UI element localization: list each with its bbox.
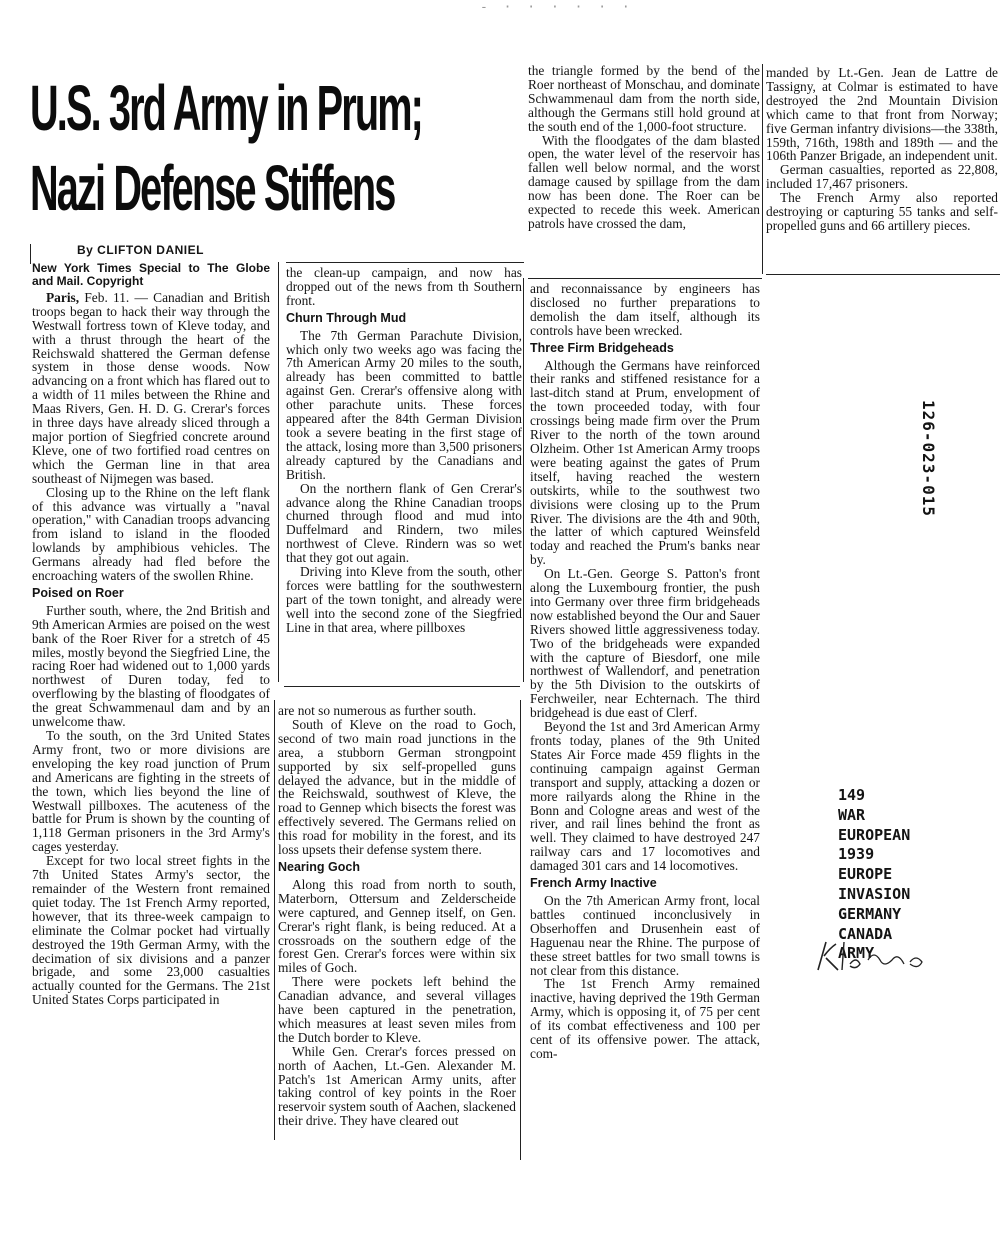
paragraph: To the south, on the 3rd United States Army front, two or more divisions are enveloping the key road junction of Prum and Americans are fighting in the streets of the town, which lies beyond the line of Westwall pillboxes. The acuteness of the battle for Prum is shown by the counting of 1,118 German prisoners in the 3rd Army's cages yesterday. <box>32 728 270 855</box>
dateline: Paris, <box>46 289 80 305</box>
tag-line: WAR <box>838 805 866 824</box>
article-column-2-bottom <box>278 704 516 1128</box>
column-rule <box>274 700 275 1140</box>
paragraph: On the 7th American Army front, local battles continued inconclusively in Obserhoffen and Drusenhein east of Haguenau near the Rhine. The purpose of these street battles for two small towns is not clear from this distance. <box>530 892 760 978</box>
column-rule <box>30 244 31 264</box>
tag-line: ARMY <box>838 944 875 963</box>
paragraph: Driving into Kleve from the south, other forces were battling for the southwestern part of the town tonight, and already were well into the second zone of the Siegfried Line in that area, where pillboxes <box>286 564 522 635</box>
paragraph: Closing up to the Rhine on the left flank of this advance was virtually a "naval operation," with Canadian troops advancing from island to island in the flooded lowlands by amphibious vehicles. The Germans already had fled before the encroaching waters of the swollen Rhine. <box>32 484 270 584</box>
paragraph: and reconnaissance by engineers has disclosed no further preparations to demolish the dam itself, although its controls have been wrecked. <box>530 281 760 338</box>
handwritten-signature <box>812 936 942 976</box>
column-rule <box>278 262 279 682</box>
article-column-4 <box>766 66 998 233</box>
column-rule <box>523 278 524 682</box>
subheading: Poised on Roer <box>32 585 124 600</box>
top-edge-marks: - · · · · · · <box>480 0 634 15</box>
tag-line: CANADA <box>838 924 893 943</box>
paragraph: While Gen. Crerar's forces pressed on north of Aachen, Lt.-Gen. Alexander M. Patch's 1st American Army units, after taking control of key points in the Roer reservoir system south of Aachen, slackened their drive. They have cleared out <box>278 1043 516 1129</box>
tag-line: EUROPE <box>838 865 893 884</box>
paragraph: The 7th German Parachute Division, which only two weeks ago was facing the 7th American Army 20 miles to the south, already has been committed to battle against Gen. Crerar's offensive along with other parachute units. These forces appeared after the 84th German Division took a severe beating in the first stage of the attack, losing more than 3,500 prisoners already captured by the Canadians and British. <box>286 327 522 482</box>
paragraph: the triangle formed by the bend of the Roer northeast of Monschau, and dominate Schwammenaul dam from the north side, although the Germans still hold ground at the south end of the 1,000-foot structure. <box>528 63 760 134</box>
tag-line: 1939 <box>838 845 875 864</box>
paragraph: manded by Lt.-Gen. Jean de Lattre de Tassigny, at Colmar is estimated to have destroyed the 2nd Mountain Division which came to that front from Norway; five German infantry divisions—the 338th, 159th, 716th, 198th and 189th — and the 106th Panzer Brigade, an independent unit. <box>766 65 998 164</box>
paragraph: South of Kleve on the road to Goch, second of two main road junctions in the area, a stubborn German strongpoint supported by six self-propelled guns delayed the advance, but in the middle of the Reichswald, southwest of Kleve, the road to Gennep which bisects the forest was effectively severed. The Germans relied on this road for mobility in the forest, and its loss upsets their defense system there. <box>278 716 516 858</box>
paragraph: There were pockets left behind the Canadian advance, and several villages have been captured in the penetration, which measures at least seven miles from the Dutch border to Kleve. <box>278 974 516 1045</box>
subheading: Three Firm Bridgeheads <box>530 340 674 355</box>
subheading: Nearing Goch <box>278 859 360 874</box>
paragraph: The French Army also reported destroying or capturing 55 tanks and self-propelled guns and 66 artillery pieces. <box>766 190 998 233</box>
paragraph: Except for two local street fights in the 7th United States Army's sector, the remainder of the Western front remained quiet today. The 1st French Army reported, however, that its three-week campaign to eliminate the Colmar pocket had virtually destroyed the 19th German Army, with the decimation of six divisions and a panzer brigade, and some 23,000 casualties actually counted for the Germans. The 21st United States Corps participated in <box>32 853 270 1008</box>
headline-line-2: Nazi Defense Stiffens <box>30 152 395 224</box>
section-rule <box>528 278 762 279</box>
tag-line: 149 <box>838 786 866 804</box>
section-rule <box>766 274 1000 275</box>
archive-stamp: 126-023-015 <box>919 400 938 517</box>
headline-line-1: U.S. 3rd Army in Prum; <box>30 72 422 144</box>
subheading: Churn Through Mud <box>286 310 407 325</box>
paragraph: Paris, Feb. 11. — Canadian and British troops began to hack their way through the Westwall fortress town of Kleve today, and with a thrust through the heart of the Reichswald shattered the German defense system in those dense woods. Now advancing on a front which has flared out to a width of 11 miles between the Rhine and Maas Rivers, Gen. H. D. G. Crerar's forces in three days have already sliced through a major portion of Siegfried concrete around Kleve, one of two fortified road centres on which the German line in that area southeast of Nijmegen was based. <box>32 289 270 486</box>
byline: By CLIFTON DANIEL <box>77 243 204 257</box>
credit-line: New York Times Special to The Globe and Mail. Copyright <box>32 260 270 289</box>
paragraph: With the floodgates of the dam blasted open, the water level of the reservoir has fallen well below normal, and the worst damage caused by spillage from the dam now has been done. The Roer can be expected to recede this week. American patrols have crossed the dam, <box>528 132 760 231</box>
paragraph: The 1st French Army remained inactive, having deprived the 19th German Army, which is opposing it, of 75 per cent of its combat effectiveness and 100 per cent of its offensive power. The attack, com- <box>530 976 760 1061</box>
article-column-3-bottom <box>530 282 760 1061</box>
paragraph: are not so numerous as further south. <box>278 703 477 718</box>
headline <box>30 68 530 228</box>
paragraph: Although the Germans have reinforced their ranks and stiffened resistance for a last-ditch stand at Prum, envelopment of the town proceeded today, with four crossings being made firm over the Prum River to the north of the town around Olzheim. Other 1st American Army troops were beating against the gates of Prum itself, having reached the western outskirts, while to the southwest two divisions were closing up to the Prum River. The divisions are the 4th and 90th, the latter of which captured Weinsfeld today and reached the Prum's banks near by. <box>530 357 760 568</box>
tag-line: INVASION <box>838 884 911 903</box>
paragraph: Beyond the 1st and 3rd American Army fronts today, planes of the 9th United States Air Force made 459 flights in the continuing campaign against German transport and supply, attacking a dozen or more railyards along the Rhine in the Bonn and Cologne areas and west of the river, and rail lines behind the front as well. They claimed to have destroyed 247 railway cars and 17 locomotives and damaged 301 cars and 14 locomotives. <box>530 719 760 874</box>
article-column-3-top <box>528 64 760 231</box>
subheading: French Army Inactive <box>530 876 657 891</box>
section-rule <box>286 262 524 263</box>
paragraph: Further south, where, the 2nd British and 9th American Armies are poised on the west bank of the Roer River for a stretch of 45 miles, mostly beyond the Siegfried Line, the racing Roer had widened out to 1,000 yards northwest of Duren today, fed to overflowing by the blasting of floodgates of the great Schwammenaul dam and by an unwelcome thaw. <box>32 602 271 730</box>
column-rule <box>762 64 763 274</box>
article-column-2-top <box>286 266 522 635</box>
paragraph: Along this road from north to south, Materborn, Ottersum and Zelderscheide were captured, and Gennep itself, on Gen. Crerar's right flank, is being reduced. At a crossroads on the southern edge of the forest Gen. Crerar's forces were within six miles of Goch. <box>278 876 516 976</box>
section-rule <box>284 686 520 687</box>
paragraph: German casualties, reported as 22,808, included 17,467 prisoners. <box>766 162 998 192</box>
paragraph: On the northern flank of Gen Crerar's advance along the Rhine Canadian troops churned through flood and mud into Duffelmard and Rindern, two miles northwest of Cleve. Rindern was so wet that they got out again. <box>286 480 522 566</box>
paragraph: On Lt.-Gen. George S. Patton's front along the Luxembourg frontier, the push into Germany over three firm bridgeheads now established beyond the Our and Sauer Rivers showed little aggressiveness today. Two of the bridgeheads were expanded with the capture of Biesdorf, one mile northwest of Wallendorf, and penetration by the 5th Division to the outskirts of Ferchweiler, near Echternach. The third bridgehead is due east of Clerf. <box>530 566 760 721</box>
paragraph: the clean-up campaign, and now has dropped out of the news from th Southern front. <box>286 265 522 308</box>
column-rule <box>520 700 521 1160</box>
article-column-1 <box>32 244 270 1007</box>
tag-line: EUROPEAN <box>838 825 911 844</box>
tag-line: GERMANY <box>838 904 902 923</box>
